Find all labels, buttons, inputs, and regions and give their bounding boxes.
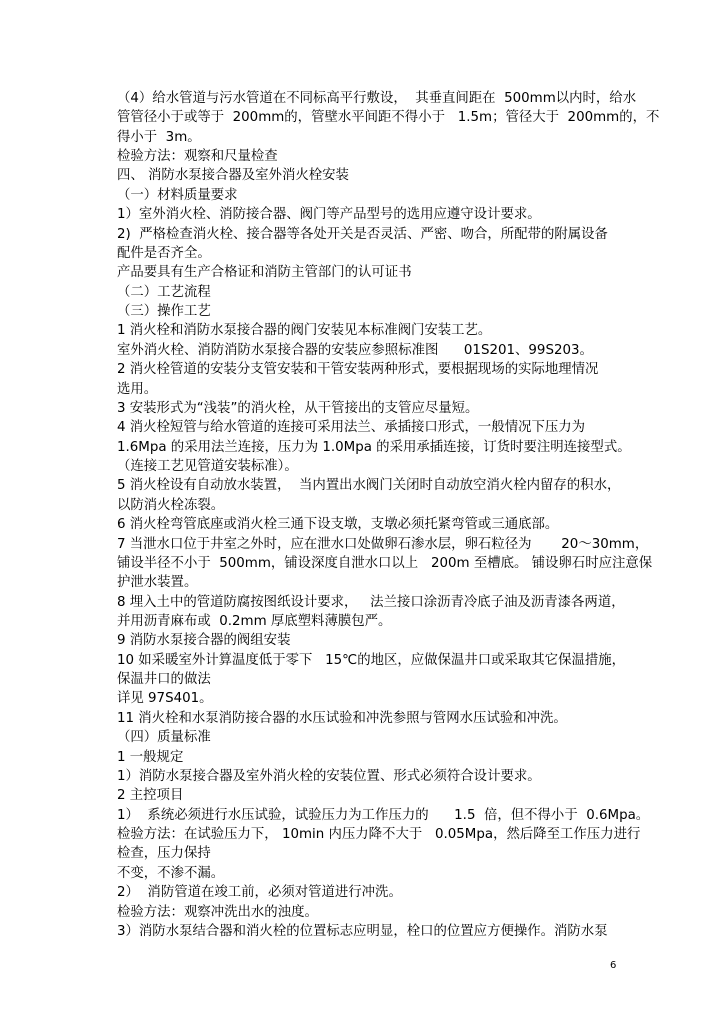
- text-line: 3 安装形式为“浅装”的消火栓，从干管接出的支管应尽量短。: [117, 400, 479, 416]
- text-line: 1 一般规定: [117, 749, 184, 765]
- text-line: （连接工艺见管道安装标准）。: [117, 459, 298, 475]
- text-line: 2 主控项目: [117, 788, 184, 804]
- text-line: 5 消火栓设有自动放水装置， 当内置出水阀门关闭时自动放空消火栓内留存的积水，: [117, 478, 621, 494]
- text-line: （4）给水管道与污水管道在不同标高平行敷设， 其垂直间距在 500mm以内时，给水: [117, 91, 637, 106]
- text-line: 1 消火栓和消防水泵接合器的阀门安装见本标准阀门安装工艺。: [117, 323, 492, 339]
- text-line: 2） 消防管道在竣工前，必须对管道进行冲洗。: [117, 885, 402, 901]
- text-line: 检验方法：观察冲洗出水的浊度。: [117, 904, 318, 920]
- text-line: 护泄水装置。: [117, 575, 198, 591]
- text-line: 保温井口的做法: [117, 672, 211, 688]
- text-line: 10 如采暖室外计算温度低于零下 15℃的地区，应做保温井口或采取其它保温措施，: [117, 652, 626, 668]
- text-line: 1）室外消火栓、消防接合器、阀门等产品型号的选用应遵守设计要求。: [117, 207, 541, 223]
- text-line: 8 埋入土中的管道防腐按图纸设计要求， 法兰接口涂沥青冷底子油及沥青漆各两道，: [117, 594, 625, 610]
- text-line: 铺设半径不小于 500mm，铺设深度自泄水口以上 200m 至槽底。 铺设卵石时应注意保: [117, 555, 653, 571]
- text-line: 管管径小于或等于 200mm的，管壁水平间距不得小于 1.5m；管径大于 200mm的，不: [117, 110, 660, 126]
- text-line: 3）消防水泵结合器和消火栓的位置标志应明显，栓口的位置应方便操作。消防水泵: [117, 923, 608, 939]
- text-line: 检验方法：观察和尺量检查: [117, 149, 278, 165]
- text-line: 7 当泄水口位于井室之外时，应在泄水口处做卵石渗水层，卵石粒径为 20～30mm，: [117, 536, 649, 552]
- text-line: （二）工艺流程: [117, 284, 211, 300]
- text-line: 2 消火栓管道的安装分支管安装和干管安装两种形式，要根据现场的实际地理情况: [117, 362, 599, 378]
- text-line: 配件是否齐全。: [117, 245, 211, 261]
- text-line: 9 消防水泵接合器的阀组安装: [117, 633, 291, 649]
- text-line: （四）质量标准: [117, 730, 211, 746]
- text-line: 4 消火栓短管与给水管道的连接可采用法兰、承插接口形式，一般情况下压力为: [117, 420, 586, 436]
- text-line: 1） 系统必须进行水压试验，试验压力为工作压力的 1.5 倍，但不得小于 0.6Mpa。: [117, 807, 650, 823]
- text-line: 不变，不渗不漏。: [117, 865, 225, 881]
- text-line: 室外消火栓、消防消防水泵接合器的安装应参照标准图 01S201、99S203。: [117, 342, 593, 358]
- text-line: 以防消火栓冻裂。: [117, 497, 225, 513]
- text-line: 1.6Mpa 的采用法兰连接，压力为 1.0Mpa 的采用承插连接，订货时要注明连接型式。: [117, 439, 631, 455]
- text-line: 详见 97S401。: [117, 691, 213, 707]
- text-line: 2) 严格检查消火栓、接合器等各处开关是否灵活、严密、吻合，所配带的附属设备: [117, 226, 608, 242]
- text-line: 11 消火栓和水泵消防接合器的水压试验和冲洗参照与管网水压试验和冲洗。: [117, 710, 567, 726]
- text-line: 得小于 3m。: [117, 129, 201, 145]
- text-line: 1）消防水泵接合器及室外消火栓的安装位置、形式必须符合设计要求。: [117, 768, 541, 784]
- page-number: 6: [610, 960, 617, 971]
- text-line: 选用。: [117, 381, 158, 397]
- text-line: 并用沥青麻布或 0.2mm 厚底塑料薄膜包严。: [117, 613, 392, 629]
- text-line: 产品要具有生产合格证和消防主管部门的认可证书: [117, 265, 412, 281]
- text-line: 6 消火栓弯管底座或消火栓三通下设支墩，支墩必须托紧弯管或三通底部。: [117, 517, 559, 533]
- text-line: 检查，压力保持: [117, 846, 211, 862]
- text-line: 四、 消防水泵接合器及室外消火栓安装: [117, 168, 349, 184]
- text-line: 检验方法：在试验压力下， 10min 内压力降不大于 0.05Mpa，然后降至工作压力进行: [117, 827, 641, 843]
- text-line: （一）材料质量要求: [117, 187, 238, 203]
- text-line: （三）操作工艺: [117, 304, 211, 320]
